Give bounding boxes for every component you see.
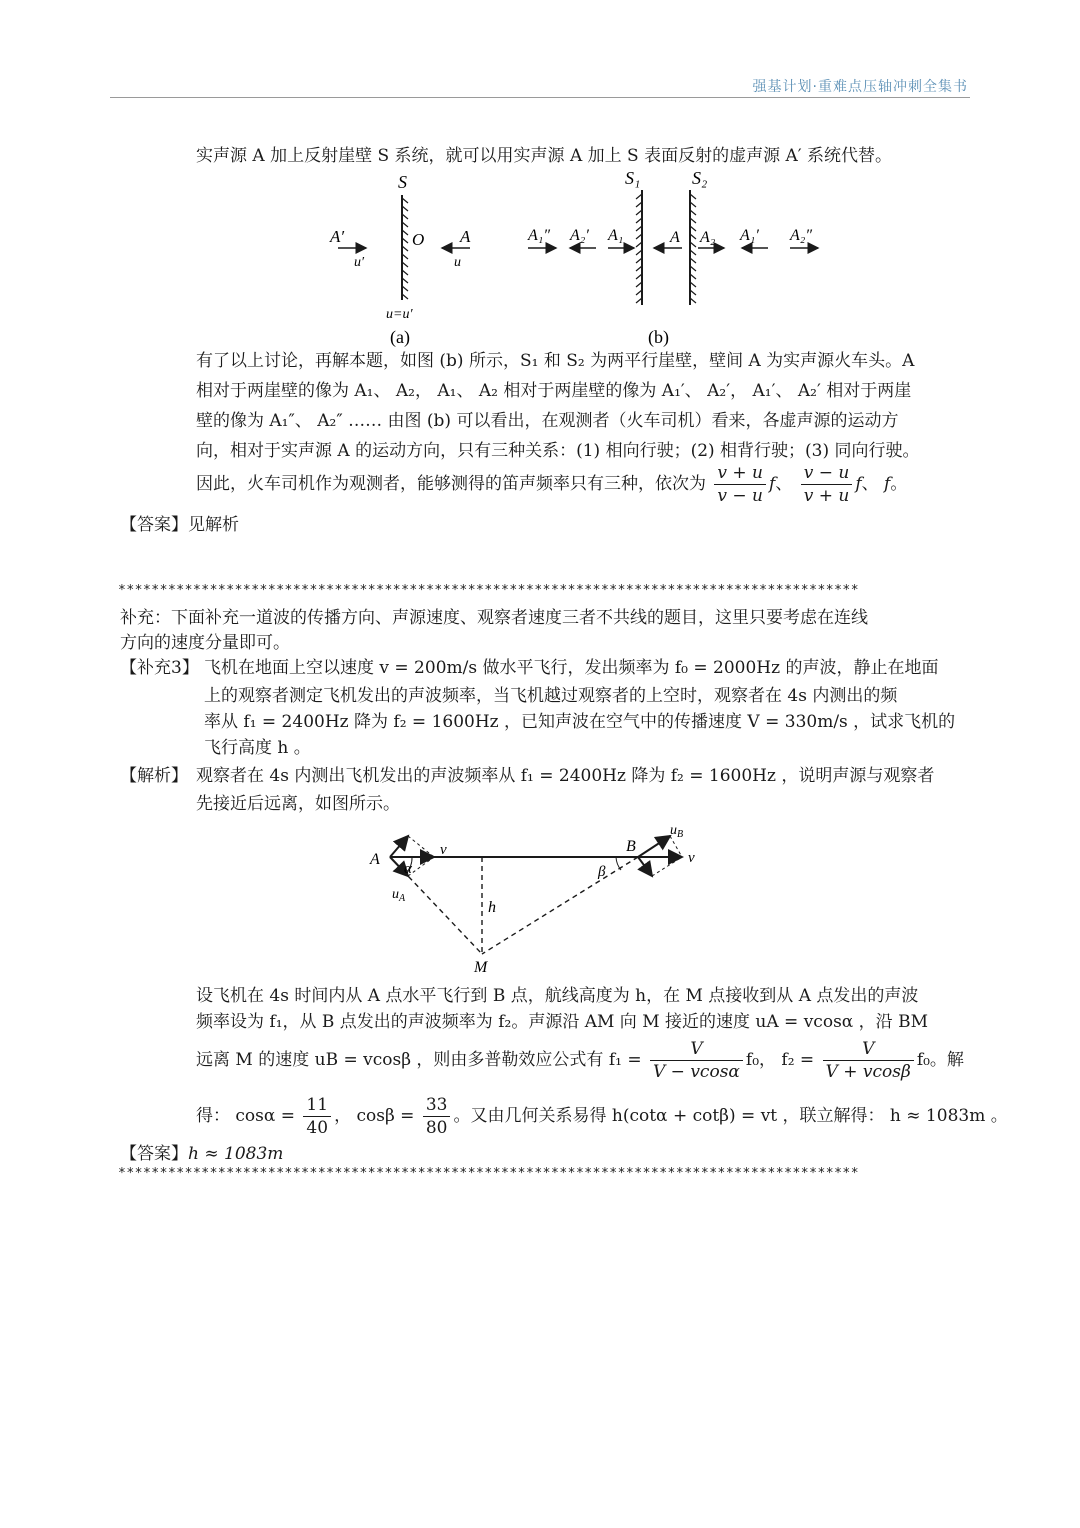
intro-line: 实声源 A 加上反射崖壁 S 系统，就可以用实声源 A 加上 S 表面反射的虚声源 A′ 系统代替。 [196, 146, 893, 166]
fraction-cos-alpha: $\frac{11}{40}$ [303, 1094, 331, 1139]
answer-1-tag: 【答案】 [120, 515, 188, 535]
supplement-line-1: 补充：下面补充一道波的传播方向、声源速度、观察者速度三者不共线的题目，这里只要考虑在连线 [120, 608, 868, 628]
label-u: u [454, 255, 461, 270]
wall-s1 [636, 190, 642, 305]
wall-s2 [690, 190, 696, 305]
answer-1-text: 见解析 [188, 515, 239, 535]
solution-line-2: 频率设为 f₁，从 B 点发出的声波频率为 f₂。声源沿 AM 向 M 接近的速度 uA = vcosα ，沿 BM [196, 1012, 928, 1032]
solution-line-1: 设飞机在 4s 时间内从 A 点水平飞行到 B 点，航线高度为 h，在 M 点接收到从 A 点发出的声波 [196, 986, 919, 1006]
answer-2-tag: 【答案】 [120, 1144, 188, 1164]
problem-line-2: 上的观察者测定飞机发出的声波频率，当飞机越过观察者的上空时，观察者在 4s 内测出的频 [204, 686, 898, 706]
label-fig2-beta: β [598, 864, 606, 880]
label-b-a1-prime: A₁′ [740, 227, 759, 244]
problem-line-1: 飞机在地面上空以速度 v = 200m/s 做水平飞行，发出频率为 f₀ = 2000Hz 的声波，静止在地面 [204, 658, 939, 678]
label-fig2-a: A [370, 851, 380, 868]
solution-line-4: 得： cosα = $\frac{11}{40}$ ， cosβ = $\frac{33}{80}$ 。又由几何关系易得 h(cotα + cotβ) = vt ，联立解得： h ≈ 1083m 。 [196, 1095, 1008, 1138]
answer-1 [120, 511, 239, 540]
problem-line-4: 飞行高度 h 。 [204, 738, 311, 758]
discussion-line-2: 相对于两崖壁的像为 A₁、 A₂， A₁、 A₂ 相对于两崖壁的像为 A₁′、 A₂′， A₁′、 A₂′ 相对于两崖 [196, 381, 912, 401]
header-title: 强基计划·重难点压轴冲刺全集书 [752, 79, 968, 95]
analysis-tag: 【解析】 [120, 766, 188, 786]
analysis-line-2: 先接近后远离，如图所示。 [196, 794, 400, 814]
arrow-perp-b [638, 857, 652, 876]
figure-flight-geometry [360, 820, 710, 980]
arrow-perp-a [390, 836, 408, 857]
discussion-line-5: 因此，火车司机作为观测者，能够测得的笛声频率只有三种，依次为 $\frac{v + u}{v - u}$ f、 $\frac{v - u}{v + u}$ f、 f。 [196, 463, 908, 506]
label-b-a2-dprime: A₂″ [790, 227, 812, 244]
answer-2-text: h ≈ 1083m [188, 1144, 284, 1164]
label-a: A [460, 227, 471, 246]
label-b-a2-prime: A₂′ [570, 227, 589, 244]
label-fig2-m: M [474, 959, 488, 976]
label-fig2-ub: $u_B$ [670, 823, 684, 840]
header-divider [110, 97, 970, 98]
label-fig-b: (b) [648, 327, 669, 347]
separator-top: ***************************************************************************************** [118, 583, 860, 598]
label-b-a2: A₂ [700, 229, 716, 246]
wall-s [402, 195, 408, 300]
problem-tag: 【补充3】 [120, 658, 199, 678]
label-fig2-b: B [626, 838, 636, 855]
label-o: O [412, 230, 425, 249]
label-b-a1: A₁ [608, 227, 624, 244]
supplement-line-2: 方向的速度分量即可。 [120, 633, 290, 653]
discussion-line-3: 壁的像为 A₁″、 A₂″ …… 由图 (b) 可以看出，在观测者（火车司机）看来，各虚声源的运动方 [196, 411, 899, 431]
label-u-prime: u′ [354, 255, 365, 270]
label-s1: S₁ [625, 170, 641, 188]
label-fig2-h: h [488, 899, 496, 916]
separator-bottom: ***************************************************************************************** [118, 1166, 860, 1181]
label-b-a: A [670, 229, 680, 246]
fraction-recede: $\frac{v - u}{v + u}$ [801, 462, 853, 507]
label-s: S [398, 172, 407, 192]
analysis-line-1: 观察者在 4s 内测出飞机发出的声波频率从 f₁ = 2400Hz 降为 f₂ = 1600Hz ，说明声源与观察者 [196, 766, 935, 786]
figure-mirror-sources [320, 170, 840, 350]
discussion-last-prefix: 因此，火车司机作为观测者，能够测得的笛声频率只有三种，依次为 [196, 474, 706, 494]
discussion-line-1: 有了以上讨论，再解本题，如图 (b) 所示，S₁ 和 S₂ 为两平行崖壁，壁间 A 为实声源火车头。A [196, 351, 915, 371]
label-fig2-alpha: α [404, 861, 412, 877]
discussion-line-4: 向，相对于实声源 A 的运动方向，只有三种关系：(1) 相向行驶；(2) 相背行驶；(3) 同向行驶。 [196, 441, 920, 461]
fraction-cos-beta: $\frac{33}{80}$ [423, 1094, 451, 1139]
label-a-prime: A′ [330, 227, 345, 246]
answer-2 [120, 1140, 283, 1169]
arrow-u-b [638, 836, 670, 857]
fraction-f1: $\frac{V}{V - vcos\alpha}$ [650, 1038, 743, 1083]
label-b-a1-dprime: A₁″ [528, 227, 550, 244]
label-fig2-v-b: v [688, 850, 695, 866]
label-fig2-v-a: v [440, 842, 447, 858]
label-s2: S₂ [692, 170, 708, 188]
solution-line-3: 远离 M 的速度 uB = vcosβ ，则由多普勒效应公式有 f₁ = $\frac{V}{V - vcos\alpha}$ f₀， f₂ = $\frac{V}{V + vcos\beta}$ f₀。解 [196, 1039, 964, 1082]
fraction-approach: $\frac{v + u}{v - u}$ [714, 462, 766, 507]
problem-line-3: 率从 f₁ = 2400Hz 降为 f₂ = 1600Hz ，已知声波在空气中的传播速度 V = 330m/s ，试求飞机的 [204, 712, 956, 732]
fraction-f2: $\frac{V}{V + vcos\beta}$ [823, 1038, 914, 1083]
label-u-eq: u=u′ [386, 307, 413, 322]
line-bm [482, 857, 638, 954]
label-fig2-ua: $u_A$ [392, 887, 406, 904]
label-fig-a: (a) [390, 327, 410, 347]
